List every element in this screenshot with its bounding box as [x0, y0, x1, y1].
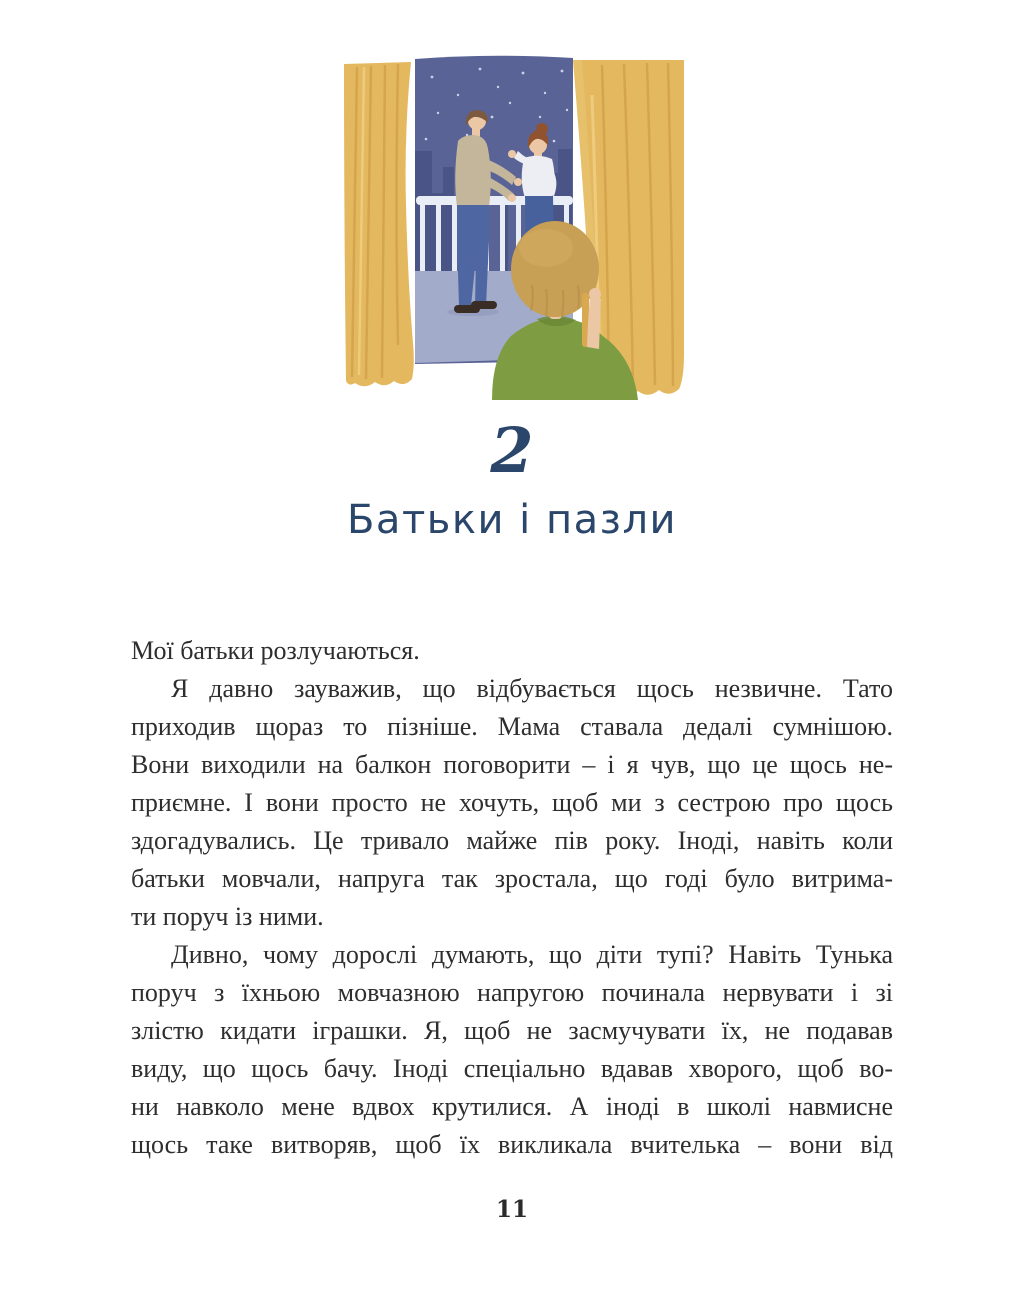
body-line: виду, що щось бачу. Іноді спеціально вдавав хворого, щоб во- — [131, 1054, 893, 1083]
page-number: 11 — [495, 1196, 528, 1223]
body-line: ти поруч із ними. — [131, 902, 324, 931]
body-line: приходив щораз то пізніше. Мама ставала дедалі сумнішою. — [131, 712, 893, 741]
body-line: щось таке витворяв, щоб їх викликала вчителька – вони від — [131, 1130, 893, 1159]
body-line: батьки мовчали, напруга так зростала, що годі було витрима- — [131, 864, 893, 893]
body-text — [131, 632, 893, 1164]
body-line: здогадувались. Це тривало майже пів року. Іноді, навіть коли — [131, 826, 893, 855]
body-line: поруч з їхньою мовчазною напругою починала нервувати і зі — [131, 978, 893, 1007]
body-line: Вони виходили на балкон поговорити – і я чув, що це щось не- — [131, 750, 893, 779]
curtain-left — [344, 62, 414, 386]
body-line: ни навколо мене вдвох крутилися. А іноді в школі навмисне — [131, 1092, 893, 1121]
body-line: Дивно, чому дорослі думають, що діти тупі? Навіть Тунька — [171, 940, 893, 969]
body-line: Я давно зауважив, що відбувається щось незвичне. Тато — [171, 674, 893, 703]
chapter-illustration — [340, 55, 685, 400]
chapter-number: 2 — [490, 414, 534, 487]
chapter-title: Батьки і пазли — [346, 497, 678, 543]
body-line: злістю кидати іграшки. Я, щоб не засмучувати їх, не подавав — [131, 1016, 893, 1045]
body-line: приємне. І вони просто не хочуть, щоб ми з сестрою про щось — [131, 788, 893, 817]
body-line: Мої батьки розлучаються. — [131, 636, 420, 665]
